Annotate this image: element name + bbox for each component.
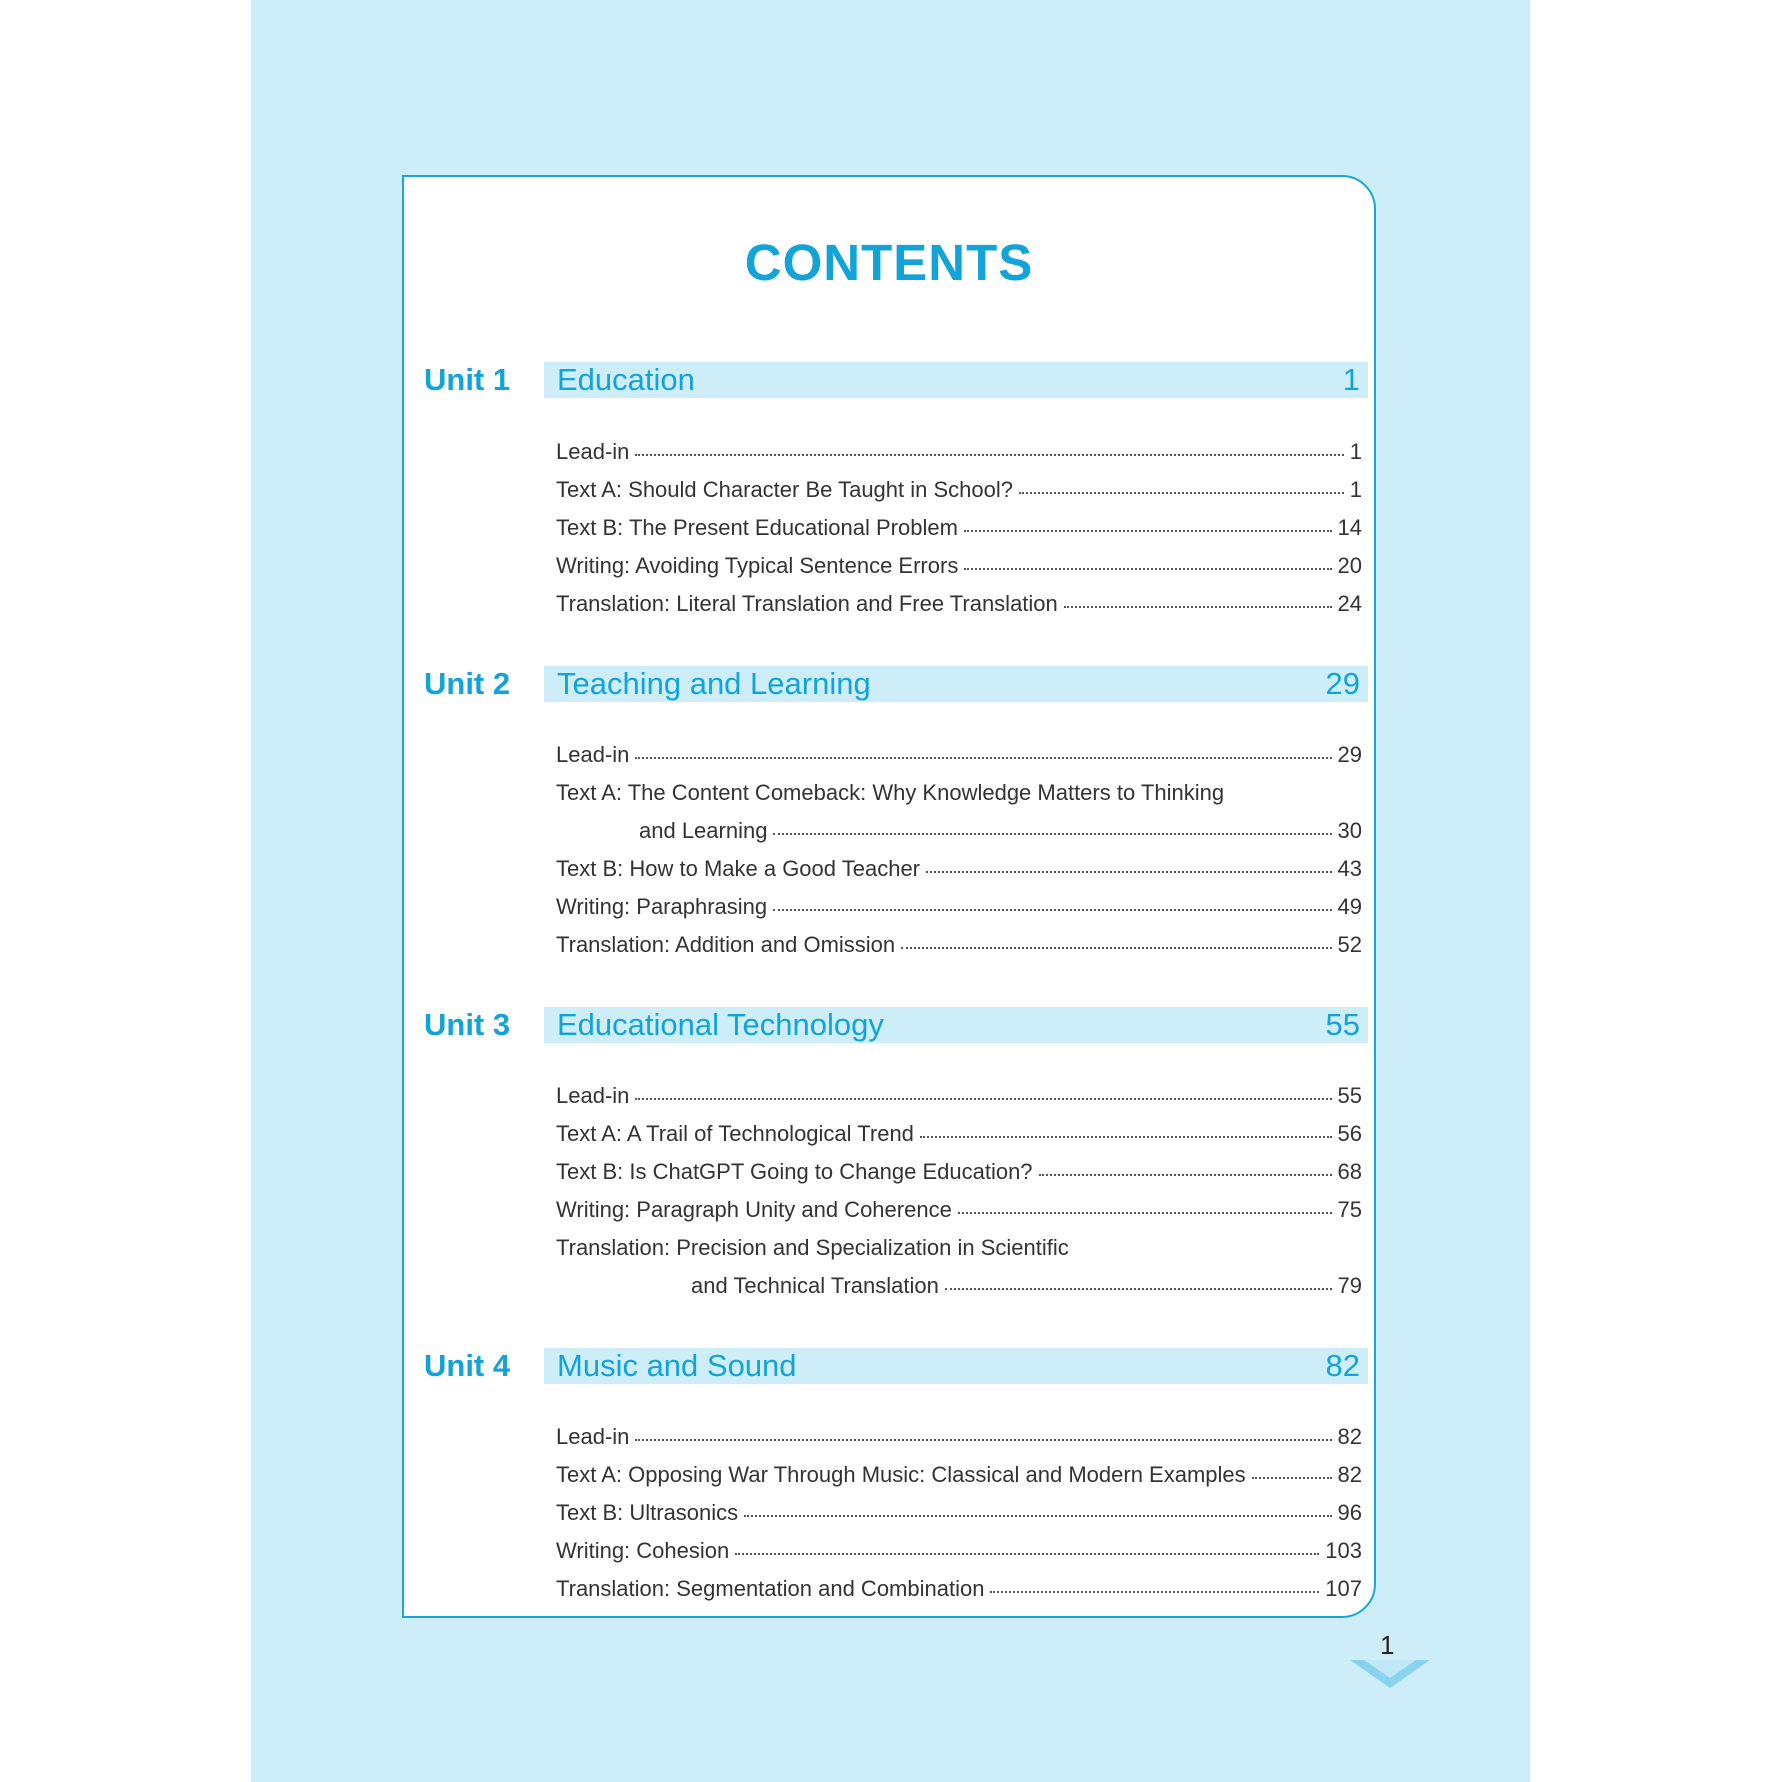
entry-title: Lead-in	[556, 738, 635, 772]
leader-dots	[1252, 1477, 1332, 1479]
unit-page: 29	[1325, 666, 1360, 701]
leader-dots	[773, 833, 1332, 835]
leader-dots	[958, 1212, 1332, 1214]
toc-entry[interactable]	[556, 738, 1362, 772]
toc-entry[interactable]	[556, 814, 1362, 848]
entry-page: 49	[1332, 890, 1362, 924]
entry-title: Text B: The Present Educational Problem	[556, 511, 964, 545]
leader-dots	[773, 909, 1332, 911]
entry-page: 1	[1344, 473, 1362, 507]
entry-title: Lead-in	[556, 1420, 635, 1454]
toc-entry[interactable]	[556, 852, 1362, 886]
unit-label: Unit 3	[424, 1007, 511, 1042]
entry-title: Translation: Segmentation and Combination	[556, 1572, 990, 1606]
entry-page: 14	[1332, 511, 1362, 545]
entry-page: 24	[1332, 587, 1362, 621]
unit-name: Teaching and Learning	[557, 666, 871, 701]
unit-bar	[544, 362, 1368, 398]
entry-page: 20	[1332, 549, 1362, 583]
entry-title: Writing: Cohesion	[556, 1534, 735, 1568]
leader-dots	[635, 1098, 1332, 1100]
entry-page: 96	[1332, 1496, 1362, 1530]
entry-title: Translation: Addition and Omission	[556, 928, 901, 962]
toc-entry[interactable]	[556, 473, 1362, 507]
toc-entry[interactable]	[556, 587, 1362, 621]
leader-dots	[635, 757, 1332, 759]
unit-label: Unit 2	[424, 666, 511, 701]
leader-dots	[990, 1591, 1319, 1593]
unit-name: Educational Technology	[557, 1007, 884, 1042]
entry-title: Text B: How to Make a Good Teacher	[556, 852, 926, 886]
entry-page: 56	[1332, 1117, 1362, 1151]
unit-name: Music and Sound	[557, 1348, 797, 1383]
entry-title: Writing: Paraphrasing	[556, 890, 773, 924]
entry-title: Writing: Paragraph Unity and Coherence	[556, 1193, 958, 1227]
unit-page: 82	[1325, 1348, 1360, 1383]
unit-label: Unit 1	[424, 362, 511, 397]
unit-page: 1	[1342, 362, 1360, 397]
entry-title: Text A: Opposing War Through Music: Classical and Modern Examples	[556, 1458, 1252, 1492]
toc-entry[interactable]	[556, 928, 1362, 962]
page-number: 1	[1380, 1630, 1395, 1660]
page-corner-arrow-icon	[1350, 1660, 1430, 1690]
unit-name: Education	[557, 362, 695, 397]
leader-dots	[901, 947, 1332, 949]
entry-title: Text A: A Trail of Technological Trend	[556, 1117, 920, 1151]
toc-entry[interactable]	[556, 549, 1362, 583]
entry-page: 79	[1332, 1269, 1362, 1303]
toc-entry[interactable]	[556, 435, 1362, 469]
unit-bar	[544, 666, 1368, 702]
entry-title: Writing: Avoiding Typical Sentence Errors	[556, 549, 964, 583]
entry-title: Lead-in	[556, 435, 635, 469]
leader-dots	[1039, 1174, 1332, 1176]
entry-title: Lead-in	[556, 1079, 635, 1113]
unit-bar	[544, 1348, 1368, 1384]
entry-title-line-1[interactable]: Text A: The Content Comeback: Why Knowledge Matters to Thinking	[556, 780, 1225, 805]
leader-dots	[926, 871, 1332, 873]
entry-title: Text A: Should Character Be Taught in School?	[556, 473, 1019, 507]
entry-title-line-1[interactable]: Translation: Precision and Specialization in Scientific	[556, 1235, 1069, 1260]
leader-dots	[920, 1136, 1332, 1138]
toc-entry[interactable]	[556, 1269, 1362, 1303]
entry-page: 1	[1344, 435, 1362, 469]
toc-entry[interactable]	[556, 1458, 1362, 1492]
entry-page: 75	[1332, 1193, 1362, 1227]
entry-title: and Learning	[639, 814, 773, 848]
toc-entry[interactable]	[556, 1079, 1362, 1113]
leader-dots	[945, 1288, 1332, 1290]
leader-dots	[744, 1515, 1332, 1517]
entry-page: 30	[1332, 814, 1362, 848]
entry-page: 29	[1332, 738, 1362, 772]
page-title: CONTENTS	[744, 234, 1034, 291]
unit-bar	[544, 1007, 1368, 1043]
toc-entry[interactable]	[556, 1420, 1362, 1454]
entry-title: and Technical Translation	[691, 1269, 945, 1303]
entry-title: Translation: Literal Translation and Free Translation	[556, 587, 1064, 621]
leader-dots	[1019, 492, 1344, 494]
toc-entry[interactable]	[556, 1534, 1362, 1568]
entry-page: 55	[1332, 1079, 1362, 1113]
leader-dots	[964, 568, 1332, 570]
toc-entry[interactable]	[556, 1193, 1362, 1227]
toc-entry[interactable]	[556, 511, 1362, 545]
entry-page: 43	[1332, 852, 1362, 886]
unit-page: 55	[1325, 1007, 1360, 1042]
toc-entry[interactable]	[556, 1117, 1362, 1151]
leader-dots	[635, 454, 1344, 456]
contents-frame	[402, 175, 1376, 1618]
entry-page: 103	[1319, 1534, 1362, 1568]
leader-dots	[635, 1439, 1332, 1441]
entry-page: 68	[1332, 1155, 1362, 1189]
toc-entry[interactable]	[556, 1155, 1362, 1189]
entry-page: 107	[1319, 1572, 1362, 1606]
leader-dots	[964, 530, 1332, 532]
entry-title: Text B: Is ChatGPT Going to Change Education?	[556, 1155, 1039, 1189]
entry-page: 82	[1332, 1420, 1362, 1454]
unit-label: Unit 4	[424, 1348, 511, 1383]
entry-page: 52	[1332, 928, 1362, 962]
toc-entry[interactable]	[556, 1572, 1362, 1606]
toc-entry[interactable]	[556, 1496, 1362, 1530]
toc-entry[interactable]	[556, 890, 1362, 924]
leader-dots	[735, 1553, 1319, 1555]
entry-title: Text B: Ultrasonics	[556, 1496, 744, 1530]
leader-dots	[1064, 606, 1332, 608]
entry-page: 82	[1332, 1458, 1362, 1492]
